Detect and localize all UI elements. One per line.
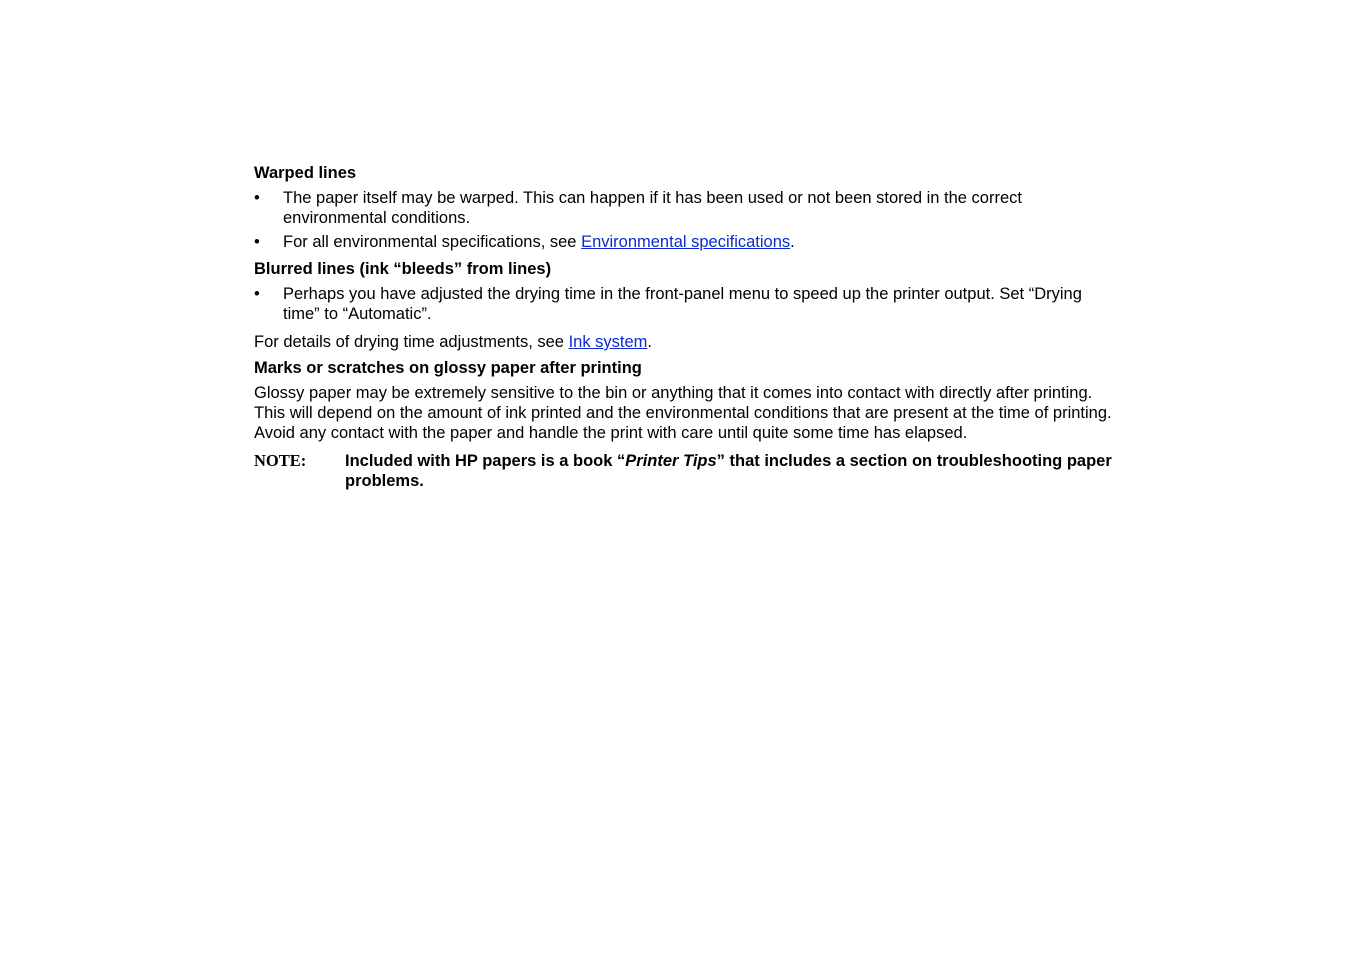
para-text-suffix: . [647,333,653,351]
note-book-title: Printer Tips [625,452,717,470]
ink-system-link[interactable]: Ink system [568,333,648,351]
note-label: NOTE: [254,451,307,470]
bullet-text: The paper itself may be warped. This can happen if it has been used or not been stored in the correct environmental conditions. [283,189,1022,227]
heading-warped-lines: Warped lines [254,164,357,182]
bullet-drying-time [254,284,1114,324]
heading-marks-scratches: Marks or scratches on glossy paper after printing [254,359,642,377]
bullet-text: For all environmental specifications, see [283,233,582,251]
document-content [254,163,1114,491]
bullet-text: Perhaps you have adjusted the drying time in the front-panel menu to speed up the printer output. Set “Drying time” to “Automatic”. [283,285,1082,323]
bullet-dot: • [254,233,260,251]
para-text: For details of drying time adjustments, see [254,333,569,351]
drying-time-paragraph [254,332,1114,352]
bullet-text-suffix: . [790,233,795,251]
heading-blurred-lines: Blurred lines (ink “bleeds” from lines) [254,260,552,278]
bullet-dot: • [254,285,260,303]
bullet-warped-paper [254,188,1114,228]
glossy-paper-paragraph: Glossy paper may be extremely sensitive to the bin or anything that it comes into contact with directly after printing. This will depend on the amount of ink printed and the environmental conditions that are present at the time of printing. Avoid any contact with the paper and handle the print with care until quite some time has elapsed. [254,384,1112,442]
note-text: Included with HP papers is a book “ [345,452,626,470]
note-text-suffix: ” that includes a section on troubleshooting paper problems. [345,452,1112,490]
bullet-dot: • [254,189,260,207]
environmental-specifications-link[interactable]: Environmental specifications [581,233,791,251]
bullet-environmental-specs [254,232,1114,252]
note-block [254,451,1114,491]
